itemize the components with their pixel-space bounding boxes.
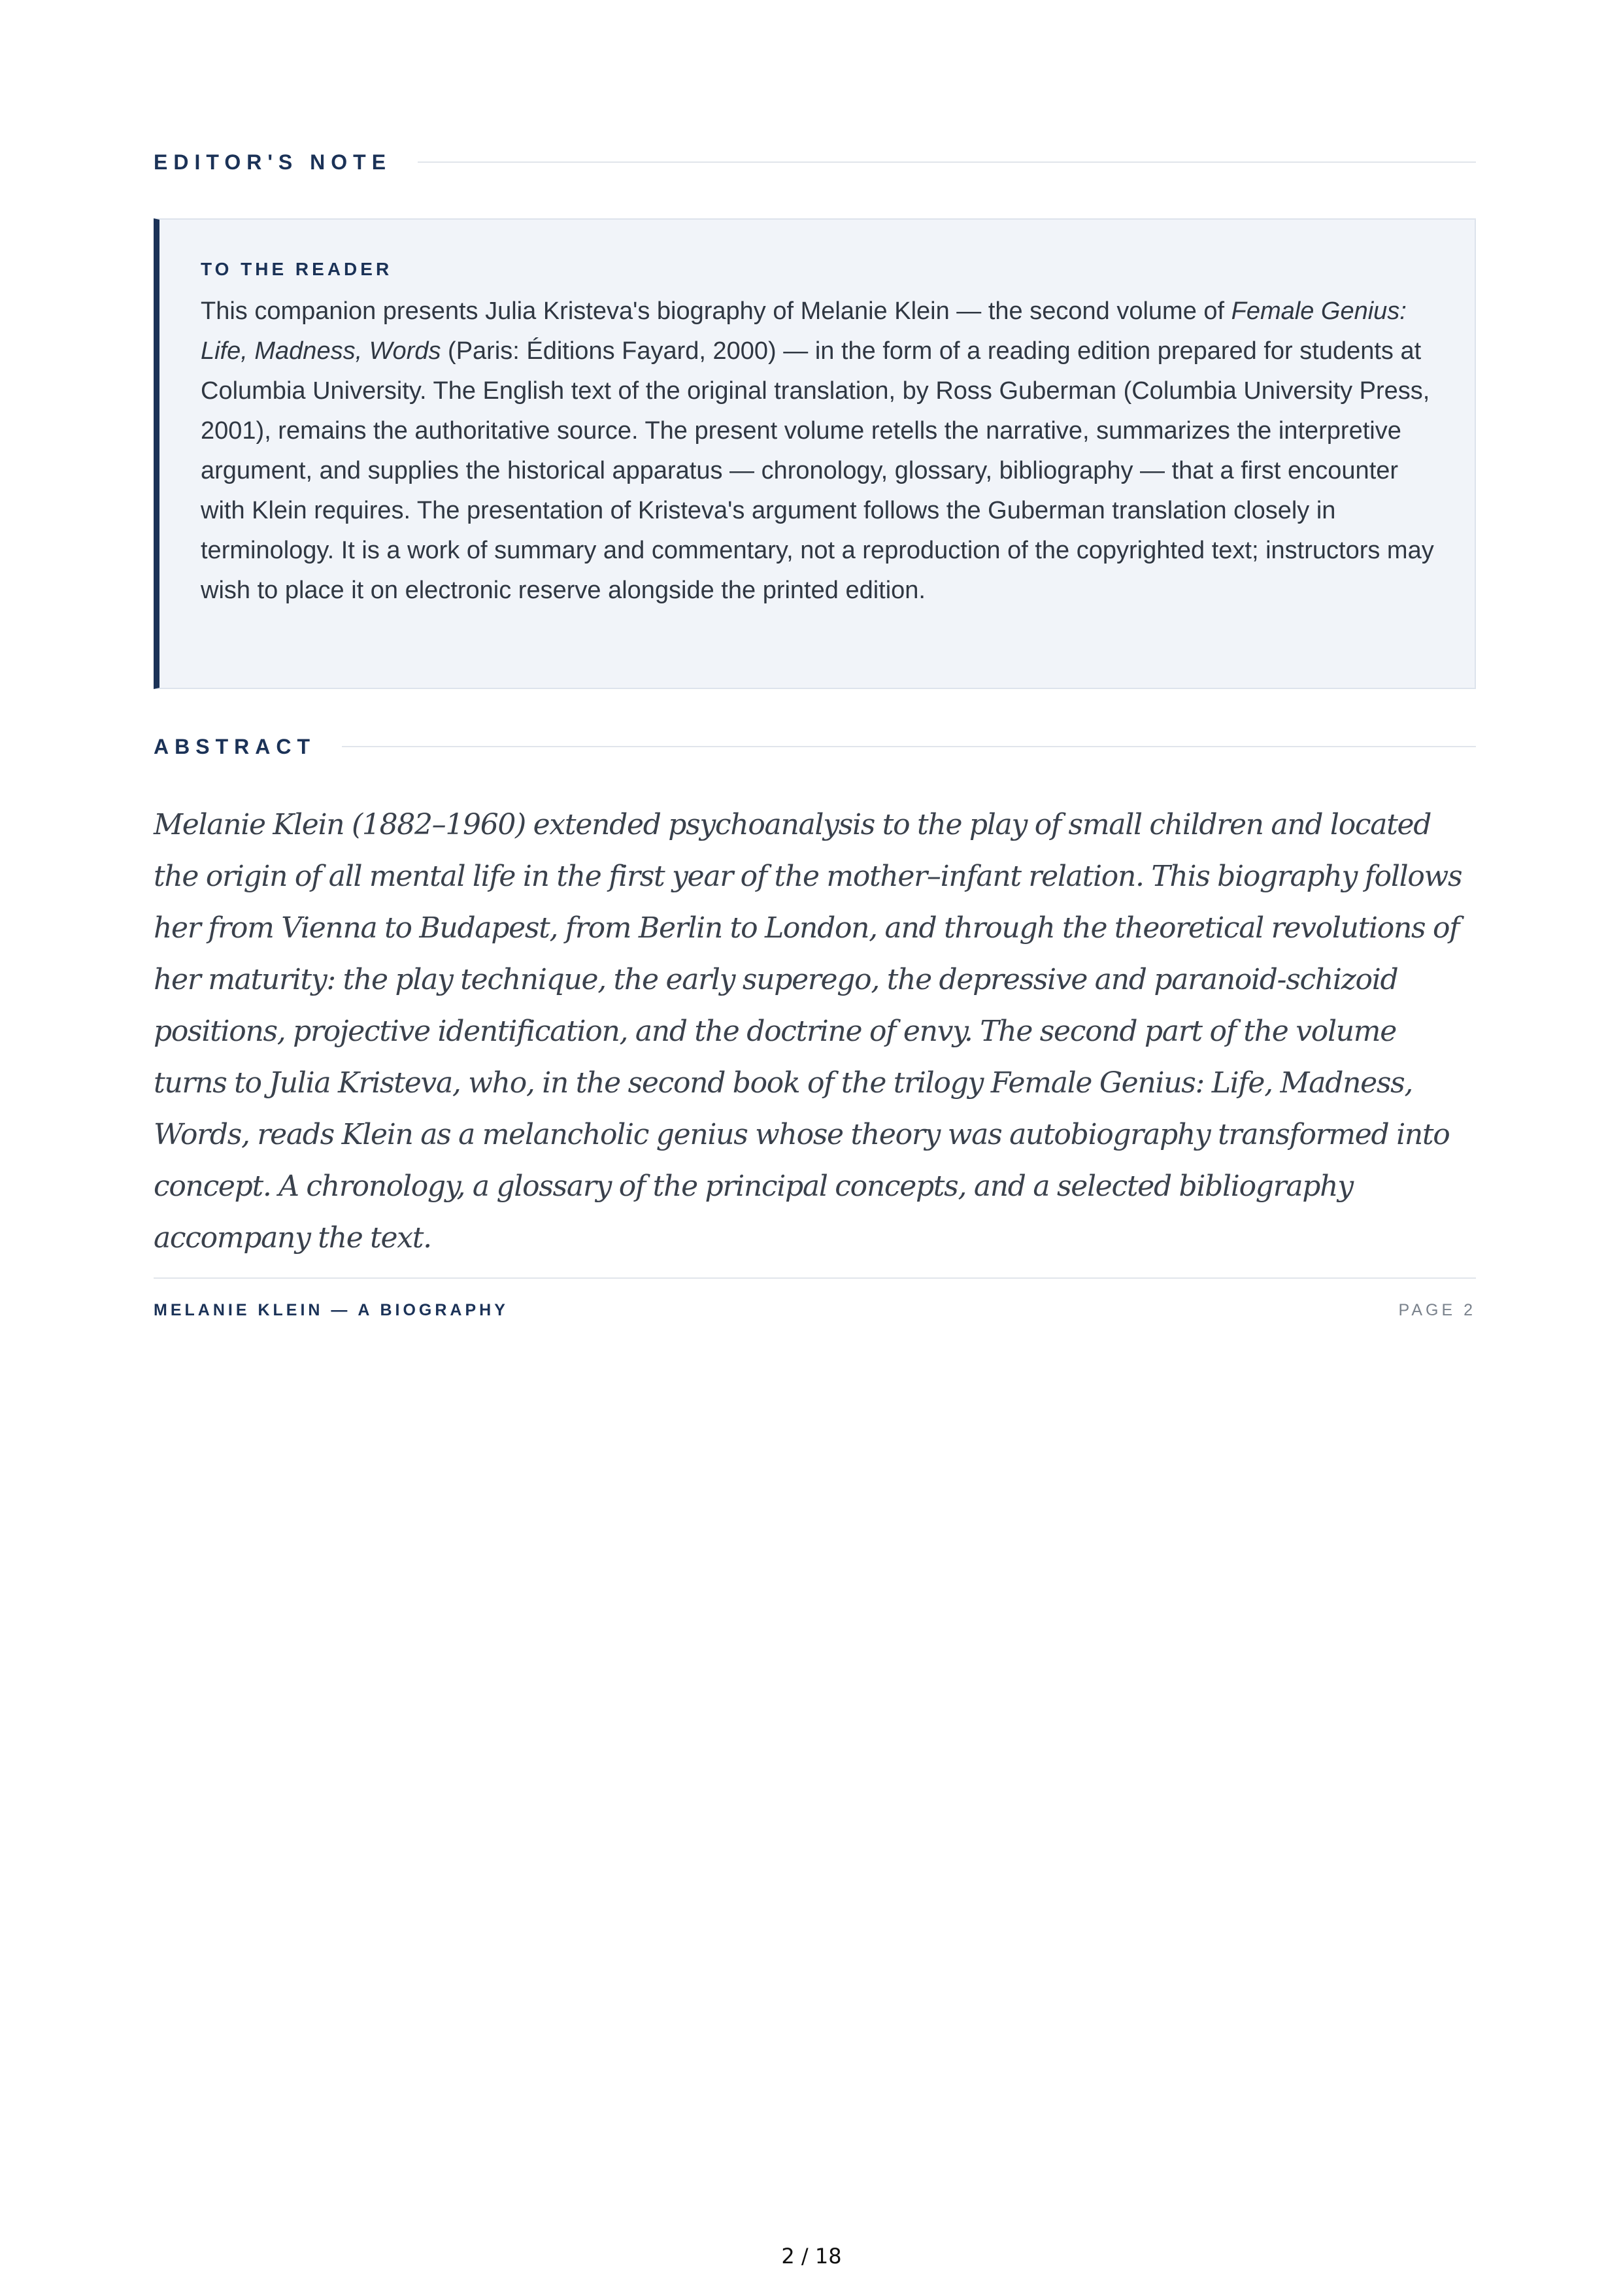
callout-title: TO THE READER (201, 259, 393, 279)
callout-text-part-1: This companion presents Julia Kristeva's biography of Melanie Klein — the second volume of (201, 297, 1231, 325)
callout-body (201, 292, 1435, 611)
callout-book-title: Female Genius: Life, Madness, Words (201, 297, 1407, 365)
to-the-reader-callout (154, 218, 1476, 689)
footer-divider (154, 1277, 1476, 1279)
callout-text-part-2: (Paris: Éditions Fayard, 2000) — in the form of a reading edition prepared for students at Columbia University. The English text of the original translation, by Ross Guberman (Columbia University Press, 2001), remains the authoritative source. The present volume retells the narrative, summarizes the interpretive argument, and supplies the historical apparatus — chronology, glossary, bibliography — that a first encounter with Klein requires. The presentation of Kristeva's argument follows the Guberman translation closely in terminology. It is a work of summary and commentary, not a reproduction of the copyrighted text; instructors may wish to place it on electronic reserve alongside the printed edition. (201, 337, 1434, 604)
abstract-text: Melanie Klein (1882–1960) extended psychoanalysis to the play of small children and located the origin of all mental life in the first year of the mother–infant relation. This biography follows her from Vienna to Budapest, from Berlin to London, and through the theoretical revolutions of her maturity: the play technique, the early superego, the depressive and paranoid-schizoid positions, projective identification, and the doctrine of envy. The second part of the volume turns to Julia Kristeva, who, in the second book of the trilogy Female Genius: Life, Madness, Words, reads Klein as a melancholic genius whose theory was autobiography transformed into concept. A chronology, a glossary of the principal concepts, and a selected bibliography accompany the text. (154, 808, 1462, 1255)
abstract-heading (154, 732, 1476, 761)
section-divider (418, 161, 1476, 163)
section-divider (342, 746, 1476, 747)
page-number: PAGE 2 (1398, 1301, 1476, 1319)
editors-note-label: EDITOR'S NOTE (154, 150, 392, 174)
editors-note-heading (154, 148, 1476, 177)
viewer-page-indicator: 2 / 18 (781, 2244, 842, 2269)
abstract-label: ABSTRACT (154, 734, 316, 758)
running-title: MELANIE KLEIN — A BIOGRAPHY (154, 1301, 509, 1319)
